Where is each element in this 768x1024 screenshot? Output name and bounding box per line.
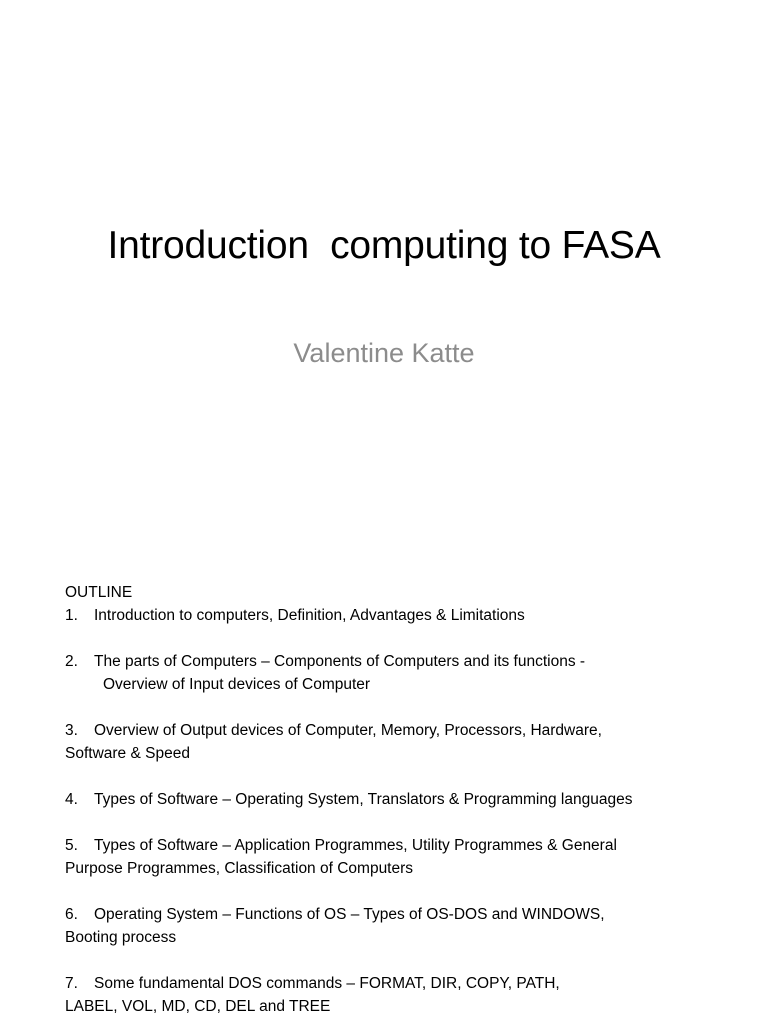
item-text-continued: Overview of Input devices of Computer <box>103 676 371 693</box>
item-number: 2. <box>65 653 78 670</box>
item-text-continued: Purpose Programmes, Classification of Computers <box>65 860 414 877</box>
item-text-continued: Booting process <box>65 929 177 946</box>
outline-item-5 <box>65 834 725 880</box>
item-text: Types of Software – Operating System, Translators & Programming languages <box>94 791 633 808</box>
outline-item-2 <box>65 650 725 696</box>
item-text-continued: LABEL, VOL, MD, CD, DEL and TREE <box>65 998 331 1015</box>
outline-item-1 <box>65 604 725 627</box>
item-text-continued: Software & Speed <box>65 745 190 762</box>
item-number: 7. <box>65 975 78 992</box>
outline-item-7 <box>65 972 725 1018</box>
item-text: Some fundamental DOS commands – FORMAT, DIR, COPY, PATH, <box>94 975 560 992</box>
item-number: 3. <box>65 722 78 739</box>
slide-title: Introduction computing to FASA <box>107 224 661 267</box>
outline-heading: OUTLINE <box>65 584 133 601</box>
outline-item-4 <box>65 788 725 811</box>
item-text: Operating System – Functions of OS – Types of OS-DOS and WINDOWS, <box>94 906 605 923</box>
item-text: The parts of Computers – Components of Computers and its functions - <box>94 653 586 670</box>
outline-item-3 <box>65 719 725 765</box>
item-text: Overview of Output devices of Computer, Memory, Processors, Hardware, <box>94 722 602 739</box>
item-number: 1. <box>65 607 78 624</box>
item-number: 6. <box>65 906 78 923</box>
slide-author: Valentine Katte <box>293 338 475 368</box>
item-number: 4. <box>65 791 78 808</box>
item-text: Types of Software – Application Programmes, Utility Programmes & General <box>94 837 617 854</box>
outline-item-6 <box>65 903 725 949</box>
item-text: Introduction to computers, Definition, Advantages & Limitations <box>94 607 525 624</box>
item-number: 5. <box>65 837 78 854</box>
outline-section <box>65 581 725 1018</box>
